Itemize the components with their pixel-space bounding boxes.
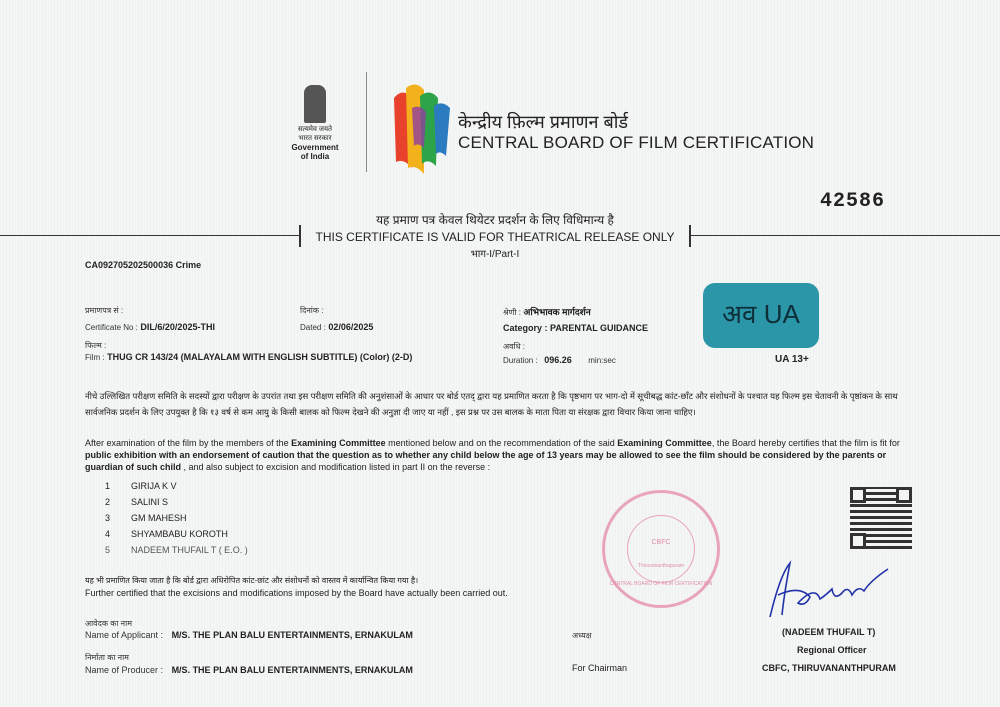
producer-value: M/S. THE PLAN BALU ENTERTAINMENTS, ERNAKULAM bbox=[171, 665, 413, 675]
applicant-value: M/S. THE PLAN BALU ENTERTAINMENTS, ERNAKULAM bbox=[171, 630, 413, 640]
for-chairman: For Chairman bbox=[572, 663, 628, 673]
list-item: 5 NADEEM THUFAIL T ( E.O. ) bbox=[105, 545, 248, 555]
date-hindi-label: दिनांक : bbox=[300, 306, 324, 315]
film-label: Film : bbox=[85, 353, 105, 362]
validity-english: THIS CERTIFICATE IS VALID FOR THEATRICAL RELEASE ONLY bbox=[315, 230, 675, 244]
emblem-motto: सत्यमेव जयते bbox=[297, 126, 333, 133]
text: mentioned below and on the recommendation of the said bbox=[385, 438, 618, 448]
duration-hindi-label: अवधि : bbox=[503, 342, 525, 351]
chairman-hindi: अध्यक्ष bbox=[572, 631, 592, 640]
text: , the Board hereby certifies that the film is fit for bbox=[711, 438, 900, 448]
certification-text-hindi: नीचे उल्लिखित परीक्षण समिति के सदस्यों द्वारा परीक्षण के उपरांत तथा इस परीक्षण समिति की अनुशंसाओं के आधार पर बोर्ड एतद् द्वारा यह प्रमाणित करता है कि पृष्ठभाग पर भाग-दो में सूचीबद्ध कांट-छाँट और संशोधनों के पश्चात यह फिल्म इस चेतावनी के पृष्ठांकन के साथ सार्वजनिक प्रदर्शन के लिए उपयुक्त है कि १३ वर्ष से कम आयु के किसी बालक को फिल्म देखने की अनुज्ञा दी जाए या नहीं , इस प्रश्न पर उस बालक के माता पिता या संरक्षक द्वारा विचार किया जाना चाहिए। bbox=[85, 391, 898, 417]
cert-no-hindi-label: प्रमाणपत्र सं : bbox=[85, 306, 124, 315]
list-item: 4 SHYAMBABU KOROTH bbox=[105, 529, 228, 539]
film-hindi-label: फिल्म : bbox=[85, 341, 107, 350]
official-stamp bbox=[602, 490, 720, 608]
applicant-hindi-label: आवेदक का नाम bbox=[85, 619, 132, 628]
signatory-name: (NADEEM THUFAIL T) bbox=[782, 627, 876, 637]
signatory-office: CBFC, THIRUVANANTHPURAM bbox=[762, 663, 896, 673]
further-cert-hindi: यह भी प्रमाणित किया जाता है कि बोर्ड द्वारा अधिरोपित कांट-छांट और संशोधनों को वास्तव में कार्यान्वित किया गया है। bbox=[85, 576, 419, 585]
signature-icon bbox=[760, 555, 900, 625]
rating-label: UA 13+ bbox=[775, 354, 809, 365]
text: Examining Committee bbox=[617, 438, 712, 448]
duration-value: 096.26 bbox=[544, 355, 572, 365]
producer-hindi-label: निर्माता का नाम bbox=[85, 653, 129, 662]
cert-no-label: Certificate No : bbox=[85, 323, 138, 332]
board-title-hindi: केन्द्रीय फ़िल्म प्रमाणन बोर्ड bbox=[458, 112, 629, 132]
category-hindi-label: श्रेणी : bbox=[503, 308, 521, 317]
duration-label: Duration : bbox=[503, 356, 538, 365]
duration-unit: min:sec bbox=[588, 356, 616, 365]
reference-number: CA092705202500036 Crime bbox=[85, 260, 202, 270]
date-value: 02/06/2025 bbox=[328, 322, 374, 332]
stamp-abbr: CBFC bbox=[651, 539, 671, 546]
emblem-english: Government of India bbox=[291, 143, 339, 161]
text: After examination of the film by the members of the bbox=[85, 438, 292, 448]
category-label: Category : bbox=[503, 323, 548, 333]
validity-banner bbox=[300, 212, 690, 263]
serial-number: 42586 bbox=[820, 190, 886, 213]
validity-hindi: यह प्रमाण पत्र केवल थियेटर प्रदर्शन के लिए विधिमान्य है bbox=[376, 213, 614, 227]
producer-label: Name of Producer : bbox=[85, 665, 164, 675]
category-hindi-value: अभिभावक मार्गदर्शन bbox=[523, 307, 591, 317]
qr-code-icon bbox=[850, 487, 912, 549]
cert-no-value: DIL/6/20/2025-THI bbox=[140, 322, 215, 332]
list-item: 2 SALINI S bbox=[105, 497, 169, 507]
date-label: Dated : bbox=[300, 323, 326, 332]
film-title: THUG CR 143/24 (MALAYALAM WITH ENGLISH SUBTITLE) (Color) (2-D) bbox=[107, 352, 413, 362]
divider bbox=[0, 235, 300, 236]
board-title-english: CENTRAL BOARD OF FILM CERTIFICATION bbox=[458, 133, 815, 152]
emblem-icon bbox=[304, 85, 326, 123]
stamp-text: CENTRAL BOARD OF FILM CERTIFICATION bbox=[609, 581, 713, 587]
divider bbox=[366, 72, 367, 172]
text: public exhibition with an endorsement of caution that the question as to whether any child below the age of 13 years may be allowed to see the film should be considered by the parents or guardian of such child bbox=[85, 450, 887, 472]
text: Examining Committee bbox=[291, 438, 386, 448]
certification-text-english bbox=[85, 437, 905, 473]
further-cert-english: Further certified that the excisions and modifications imposed by the Board have actually been carried out. bbox=[85, 588, 508, 598]
national-emblem bbox=[290, 85, 340, 161]
divider bbox=[690, 235, 1000, 236]
list-item: 1 GIRIJA K V bbox=[105, 481, 177, 491]
committee-list bbox=[105, 478, 248, 558]
part-label: भाग-I/Part-I bbox=[470, 249, 520, 260]
signatory-title: Regional Officer bbox=[797, 645, 867, 655]
category-value: PARENTAL GUIDANCE bbox=[550, 323, 649, 333]
rating-badge: अव UA bbox=[703, 283, 819, 348]
cbfc-logo-icon bbox=[392, 78, 452, 178]
text: , and also subject to excision and modification listed in part II on the reverse : bbox=[181, 462, 491, 472]
emblem-hindi: भारत सरकार bbox=[298, 135, 332, 142]
stamp-city: Thiruvananthapuram bbox=[637, 563, 685, 569]
list-item: 3 GM MAHESH bbox=[105, 513, 187, 523]
applicant-label: Name of Applicant : bbox=[85, 630, 164, 640]
